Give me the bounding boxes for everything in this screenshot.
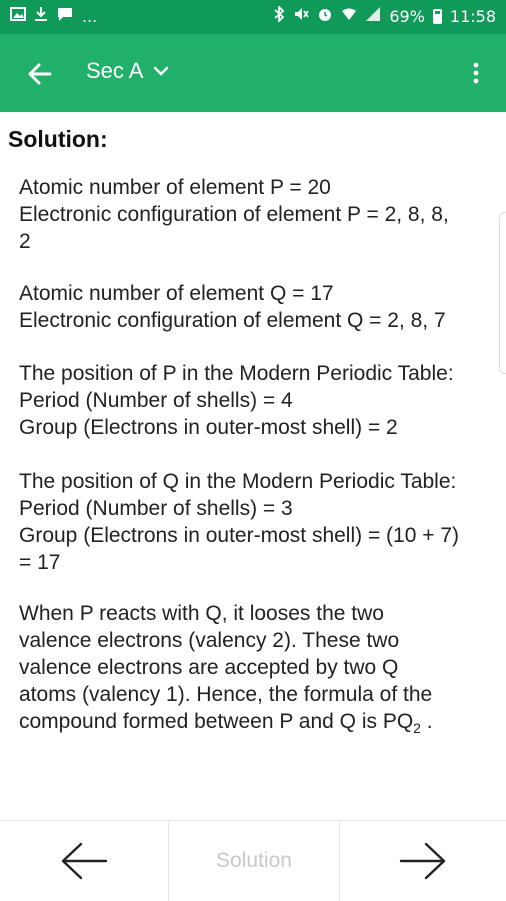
text-line: Group (Electrons in outer-most shell) = 2 <box>19 416 398 439</box>
text-line: Electronic configuration of element P = 2, 8, 8, <box>19 203 449 226</box>
arrow-left-icon <box>59 841 109 881</box>
text-line: Electronic configuration of element Q = 2, 8, 7 <box>19 309 446 332</box>
download-icon <box>34 6 48 26</box>
formula-subscript: 2 <box>413 720 421 737</box>
alarm-icon <box>317 6 333 26</box>
formula-prefix: compound formed between P and Q is PQ <box>19 710 414 733</box>
battery-percent: 69% <box>389 6 425 26</box>
text-line: atoms (valency 1). Hence, the formula of the <box>19 683 433 706</box>
solution-content[interactable] <box>0 112 506 820</box>
next-button[interactable] <box>340 821 506 901</box>
text-line-formula <box>19 708 499 742</box>
status-right-icons <box>273 6 496 26</box>
text-line: valence electrons (valency 2). These two <box>19 629 400 652</box>
more-notifications: ... <box>82 6 98 26</box>
image-icon <box>10 6 26 26</box>
text-line: Group (Electrons in outer-most shell) = (10 + 7) <box>19 524 460 547</box>
paragraph-position-q <box>19 468 499 576</box>
text-line: Atomic number of element P = 20 <box>19 176 331 199</box>
signal-icon <box>365 6 381 26</box>
paragraph-element-p <box>19 174 499 255</box>
app-toolbar <box>0 34 506 112</box>
text-line: = 17 <box>19 551 61 574</box>
text-line: 2 <box>19 230 31 253</box>
battery-icon <box>433 9 442 24</box>
paragraph-reaction <box>19 600 499 742</box>
text-line: The position of Q in the Modern Periodic Table: <box>19 470 457 493</box>
paragraph-element-q <box>19 280 499 334</box>
solution-heading: Solution: <box>8 126 108 152</box>
text-line: Period (Number of shells) = 3 <box>19 497 293 520</box>
formula-suffix: . <box>420 710 433 733</box>
section-title: Sec A <box>86 58 144 83</box>
text-line: valence electrons are accepted by two Q <box>19 656 399 679</box>
back-button[interactable] <box>24 58 56 90</box>
solution-button[interactable] <box>169 821 340 901</box>
text-line: Atomic number of element Q = 17 <box>19 282 334 305</box>
clock: 11:58 <box>449 6 496 26</box>
more-vert-icon <box>472 62 480 84</box>
wifi-icon <box>341 6 357 26</box>
status-bar <box>0 0 506 34</box>
text-line: The position of P in the Modern Periodic Table: <box>19 362 454 385</box>
bluetooth-icon <box>273 6 285 26</box>
arrow-left-icon <box>24 58 56 90</box>
status-left-icons <box>10 6 97 26</box>
paragraph-position-p <box>19 360 499 441</box>
text-line: When P reacts with Q, it looses the two <box>19 602 384 625</box>
text-line: Period (Number of shells) = 4 <box>19 389 293 412</box>
chevron-down-icon <box>153 65 169 77</box>
previous-button[interactable] <box>0 821 169 901</box>
chat-icon <box>56 6 74 26</box>
edge-panel-handle[interactable] <box>499 212 506 374</box>
overflow-menu-button[interactable] <box>472 62 480 84</box>
arrow-right-icon <box>398 841 448 881</box>
section-selector[interactable] <box>86 58 169 84</box>
mute-icon <box>293 6 309 26</box>
bottom-navigation <box>0 820 506 901</box>
solution-button-label: Solution <box>216 849 292 872</box>
